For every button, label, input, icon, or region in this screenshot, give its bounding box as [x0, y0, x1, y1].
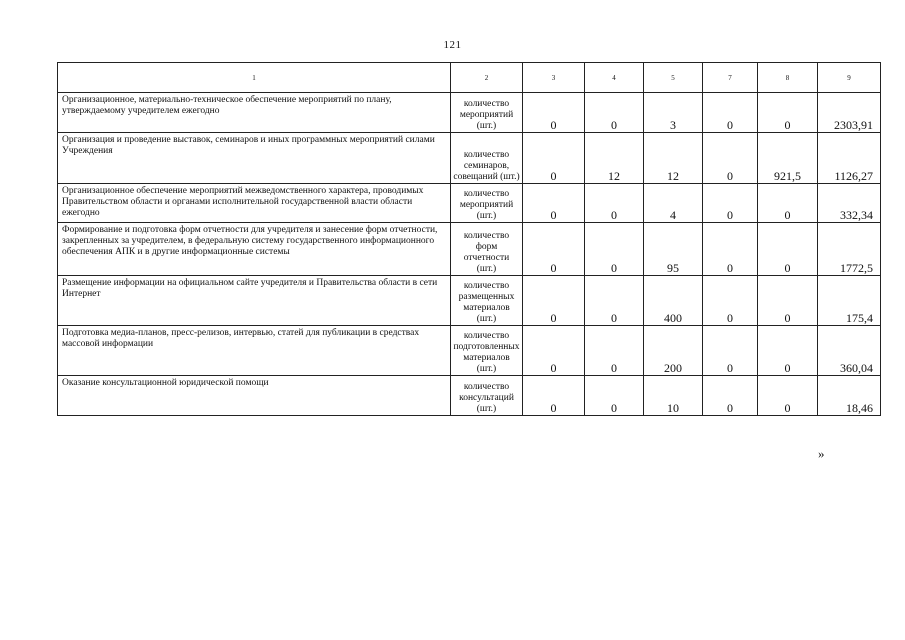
value-cell: 921,5	[758, 133, 818, 184]
column-header: 8	[758, 63, 818, 93]
value-cell: 0	[758, 223, 818, 276]
total-cell: 1126,27	[818, 133, 881, 184]
table-row	[58, 184, 881, 223]
value-cell: 400	[644, 276, 703, 326]
table-row	[58, 133, 881, 184]
total-cell: 1772,5	[818, 223, 881, 276]
service-description: Формирование и подготовка форм отчетности для учредителя и занесение форм отчетности, закрепленных за учредителем, в федеральную систему государственного информационного обеспечения АПК и в другие информационные системы	[58, 223, 451, 276]
value-cell: 0	[585, 326, 644, 376]
value-cell: 3	[644, 93, 703, 133]
total-cell: 18,46	[818, 376, 881, 416]
total-cell: 175,4	[818, 276, 881, 326]
unit-cell: количество мероприятий (шт.)	[451, 93, 523, 133]
value-cell: 0	[523, 184, 585, 223]
value-cell: 0	[585, 184, 644, 223]
value-cell: 95	[644, 223, 703, 276]
value-cell: 0	[758, 376, 818, 416]
value-cell: 4	[644, 184, 703, 223]
value-cell: 0	[585, 276, 644, 326]
column-header: 1	[58, 63, 451, 93]
value-cell: 0	[703, 376, 758, 416]
column-header: 7	[703, 63, 758, 93]
value-cell: 0	[703, 184, 758, 223]
value-cell: 200	[644, 326, 703, 376]
column-header: 9	[818, 63, 881, 93]
value-cell: 0	[523, 376, 585, 416]
unit-cell: количество размещенных материалов (шт.)	[451, 276, 523, 326]
service-description: Подготовка медиа-планов, пресс-релизов, интервью, статей для публикации в средствах массовой информации	[58, 326, 451, 376]
unit-cell: количество семинаров, совещаний (шт.)	[451, 133, 523, 184]
unit-cell: количество консультаций (шт.)	[451, 376, 523, 416]
unit-cell: количество подготовленных материалов (шт.)	[451, 326, 523, 376]
value-cell: 10	[644, 376, 703, 416]
service-description: Организационное обеспечение мероприятий межведомственного характера, проводимых Правительством области и органами исполнительной государственной власти области ежегодно	[58, 184, 451, 223]
value-cell: 0	[585, 93, 644, 133]
service-description: Организационное, материально-техническое обеспечение мероприятий по плану, утверждаемому учредителем ежегодно	[58, 93, 451, 133]
value-cell: 0	[758, 184, 818, 223]
total-cell: 2303,91	[818, 93, 881, 133]
value-cell: 12	[585, 133, 644, 184]
value-cell: 0	[758, 326, 818, 376]
value-cell: 0	[523, 223, 585, 276]
table-row	[58, 93, 881, 133]
value-cell: 0	[703, 326, 758, 376]
value-cell: 0	[585, 223, 644, 276]
column-header: 3	[523, 63, 585, 93]
value-cell: 0	[523, 93, 585, 133]
table-row	[58, 223, 881, 276]
value-cell: 0	[703, 93, 758, 133]
column-header: 4	[585, 63, 644, 93]
service-description: Размещение информации на официальном сайте учредителя и Правительства области в сети Интернет	[58, 276, 451, 326]
value-cell: 0	[703, 223, 758, 276]
value-cell: 0	[585, 376, 644, 416]
value-cell: 12	[644, 133, 703, 184]
unit-cell: количество форм отчетности (шт.)	[451, 223, 523, 276]
total-cell: 360,04	[818, 326, 881, 376]
services-table	[57, 62, 881, 416]
total-cell: 332,34	[818, 184, 881, 223]
table-row	[58, 326, 881, 376]
table-row	[58, 376, 881, 416]
service-description: Организация и проведение выставок, семинаров и иных программных мероприятий силами Учреждения	[58, 133, 451, 184]
service-description: Оказание консультационной юридической помощи	[58, 376, 451, 416]
value-cell: 0	[523, 326, 585, 376]
closing-quote-mark: »	[818, 446, 825, 461]
value-cell: 0	[523, 276, 585, 326]
value-cell: 0	[703, 276, 758, 326]
value-cell: 0	[758, 93, 818, 133]
table-row	[58, 276, 881, 326]
page-number: 121	[443, 39, 462, 51]
column-header: 2	[451, 63, 523, 93]
unit-cell: количество мероприятий (шт.)	[451, 184, 523, 223]
header-row	[58, 63, 881, 93]
value-cell: 0	[758, 276, 818, 326]
value-cell: 0	[523, 133, 585, 184]
column-header: 5	[644, 63, 703, 93]
value-cell: 0	[703, 133, 758, 184]
